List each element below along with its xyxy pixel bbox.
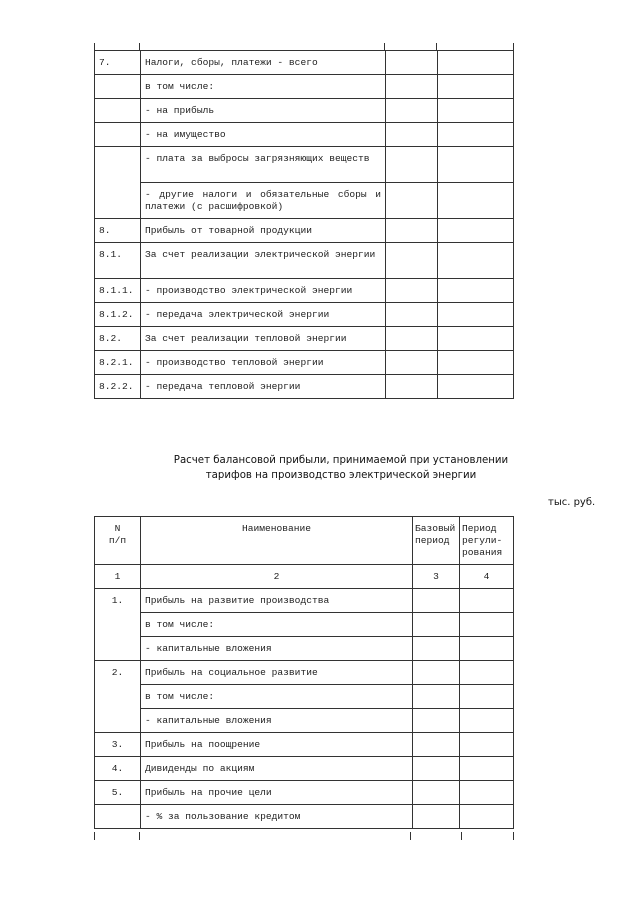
- reg-period-cell: [438, 351, 514, 375]
- table-row: [95, 781, 514, 805]
- row-name: - производство тепловой энергии: [141, 351, 386, 375]
- table-row: [95, 733, 514, 757]
- row-name: - плата за выбросы загрязняющих веществ: [141, 147, 386, 183]
- row-number: [95, 99, 141, 123]
- reg-period-cell: [438, 75, 514, 99]
- base-period-cell: [386, 123, 438, 147]
- row-name: Прибыль на прочие цели: [141, 781, 413, 805]
- header-num-line2: п/п: [108, 535, 127, 546]
- row-name: Налоги, сборы, платежи - всего: [141, 51, 386, 75]
- base-period-cell: [413, 805, 460, 829]
- row-number: 8.: [95, 219, 141, 243]
- row-number: 3.: [95, 733, 141, 757]
- row-name: Прибыль на развитие производства: [141, 589, 413, 613]
- table-row: [95, 685, 514, 709]
- reg-period-cell: [460, 757, 514, 781]
- row-number: 8.2.2.: [95, 375, 141, 399]
- row-name: - капитальные вложения: [141, 637, 413, 661]
- base-period-cell: [413, 781, 460, 805]
- base-period-cell: [386, 219, 438, 243]
- reg-period-cell: [460, 685, 514, 709]
- base-period-cell: [386, 243, 438, 279]
- header-base-period: [413, 517, 460, 565]
- row-name: За счет реализации электрической энергии: [141, 243, 386, 279]
- row-name: - % за пользование кредитом: [141, 805, 413, 829]
- base-period-cell: [386, 375, 438, 399]
- row-name: Прибыль от товарной продукции: [141, 219, 386, 243]
- row-number: 8.1.: [95, 243, 141, 279]
- section-title-line1: Расчет балансовой прибыли, принимаемой при установлении: [173, 455, 509, 466]
- table-row: [95, 75, 514, 99]
- table-row: [95, 303, 514, 327]
- table1-stub-c4: [436, 43, 437, 50]
- row-number: [95, 75, 141, 99]
- header-reg-line1: Период: [462, 523, 497, 534]
- row-number: [95, 123, 141, 147]
- balance-profit-table: [94, 516, 514, 829]
- base-period-cell: [413, 757, 460, 781]
- reg-period-cell: [438, 123, 514, 147]
- base-period-cell: [386, 183, 438, 219]
- colnum-1: 1: [95, 565, 141, 589]
- table-row: [95, 375, 514, 399]
- base-period-cell: [386, 51, 438, 75]
- reg-period-cell: [460, 637, 514, 661]
- row-number: 5.: [95, 781, 141, 805]
- reg-period-cell: [460, 589, 514, 613]
- table-row: [95, 99, 514, 123]
- colnum-4: 4: [460, 565, 514, 589]
- section-title-line2: тарифов на производство электрической энергии: [205, 470, 477, 481]
- base-period-cell: [386, 279, 438, 303]
- table1-stub-c3: [384, 43, 385, 50]
- base-period-cell: [413, 733, 460, 757]
- row-name: - производство электрической энергии: [141, 279, 386, 303]
- header-name: Наименование: [141, 517, 413, 565]
- reg-period-cell: [438, 303, 514, 327]
- reg-period-cell: [438, 279, 514, 303]
- table-row: [95, 757, 514, 781]
- base-period-cell: [386, 351, 438, 375]
- reg-period-cell: [438, 99, 514, 123]
- row-name: в том числе:: [141, 685, 413, 709]
- colnum-3: 3: [413, 565, 460, 589]
- reg-period-cell: [438, 375, 514, 399]
- table2-stub-left: [94, 832, 95, 840]
- reg-period-cell: [438, 183, 514, 219]
- table-row: [95, 637, 514, 661]
- base-period-cell: [386, 327, 438, 351]
- base-period-cell: [413, 589, 460, 613]
- table1-stub-left: [94, 43, 95, 50]
- table-row: [95, 805, 514, 829]
- base-period-cell: [386, 99, 438, 123]
- row-number: 4.: [95, 757, 141, 781]
- reg-period-cell: [438, 147, 514, 183]
- reg-period-cell: [460, 805, 514, 829]
- table2-stub-c3: [410, 832, 411, 840]
- base-period-cell: [413, 685, 460, 709]
- base-period-cell: [386, 147, 438, 183]
- row-name: - на прибыль: [141, 99, 386, 123]
- header-reg-line2: регули-: [462, 535, 503, 546]
- row-name: - передача тепловой энергии: [141, 375, 386, 399]
- row-number: 2.: [95, 661, 141, 733]
- row-name: - на имущество: [141, 123, 386, 147]
- reg-period-cell: [460, 781, 514, 805]
- table-row: [95, 147, 514, 183]
- table1-stub-c2: [139, 43, 140, 50]
- row-name: Дивиденды по акциям: [141, 757, 413, 781]
- tax-profit-table: [94, 50, 514, 399]
- row-name: Прибыль на социальное развитие: [141, 661, 413, 685]
- reg-period-cell: [438, 219, 514, 243]
- row-name: в том числе:: [141, 75, 386, 99]
- base-period-cell: [413, 637, 460, 661]
- header-reg-line3: рования: [462, 547, 503, 558]
- table-row: [95, 589, 514, 613]
- table-row: [95, 613, 514, 637]
- reg-period-cell: [460, 733, 514, 757]
- row-name: в том числе:: [141, 613, 413, 637]
- row-number: [95, 147, 141, 219]
- table-row: [95, 243, 514, 279]
- reg-period-cell: [460, 613, 514, 637]
- header-row: [95, 517, 514, 565]
- row-name: - другие налоги и обязательные сборы и платежи (с расшифровкой): [141, 183, 386, 219]
- row-number: 1.: [95, 589, 141, 661]
- base-period-cell: [413, 661, 460, 685]
- base-period-cell: [413, 709, 460, 733]
- reg-period-cell: [460, 709, 514, 733]
- row-number: 8.2.: [95, 327, 141, 351]
- table2-stub-right: [513, 832, 514, 840]
- table-row: [95, 709, 514, 733]
- table-row: [95, 279, 514, 303]
- colnum-2: 2: [141, 565, 413, 589]
- header-reg-period: [460, 517, 514, 565]
- row-number: 8.1.1.: [95, 279, 141, 303]
- reg-period-cell: [438, 51, 514, 75]
- row-name: Прибыль на поощрение: [141, 733, 413, 757]
- table-row: [95, 123, 514, 147]
- header-base-line2: период: [415, 535, 450, 546]
- table2-stub-c4: [461, 832, 462, 840]
- row-number: [95, 805, 141, 829]
- row-name: За счет реализации тепловой энергии: [141, 327, 386, 351]
- row-number: 7.: [95, 51, 141, 75]
- header-num-line1: N: [114, 523, 121, 534]
- row-name: - передача электрической энергии: [141, 303, 386, 327]
- table-row: [95, 351, 514, 375]
- header-num: [95, 517, 141, 565]
- base-period-cell: [386, 75, 438, 99]
- table-row: [95, 183, 514, 219]
- column-number-row: [95, 565, 514, 589]
- unit-label: тыс. руб.: [548, 497, 596, 508]
- row-number: 8.1.2.: [95, 303, 141, 327]
- row-number: 8.2.1.: [95, 351, 141, 375]
- table-row: [95, 51, 514, 75]
- table-row: [95, 661, 514, 685]
- base-period-cell: [413, 613, 460, 637]
- table1-stub-right: [513, 43, 514, 50]
- table-row: [95, 327, 514, 351]
- reg-period-cell: [438, 327, 514, 351]
- reg-period-cell: [460, 661, 514, 685]
- row-name: - капитальные вложения: [141, 709, 413, 733]
- reg-period-cell: [438, 243, 514, 279]
- header-base-line1: Базовый: [415, 523, 456, 534]
- base-period-cell: [386, 303, 438, 327]
- table2-stub-c2: [139, 832, 140, 840]
- table-row: [95, 219, 514, 243]
